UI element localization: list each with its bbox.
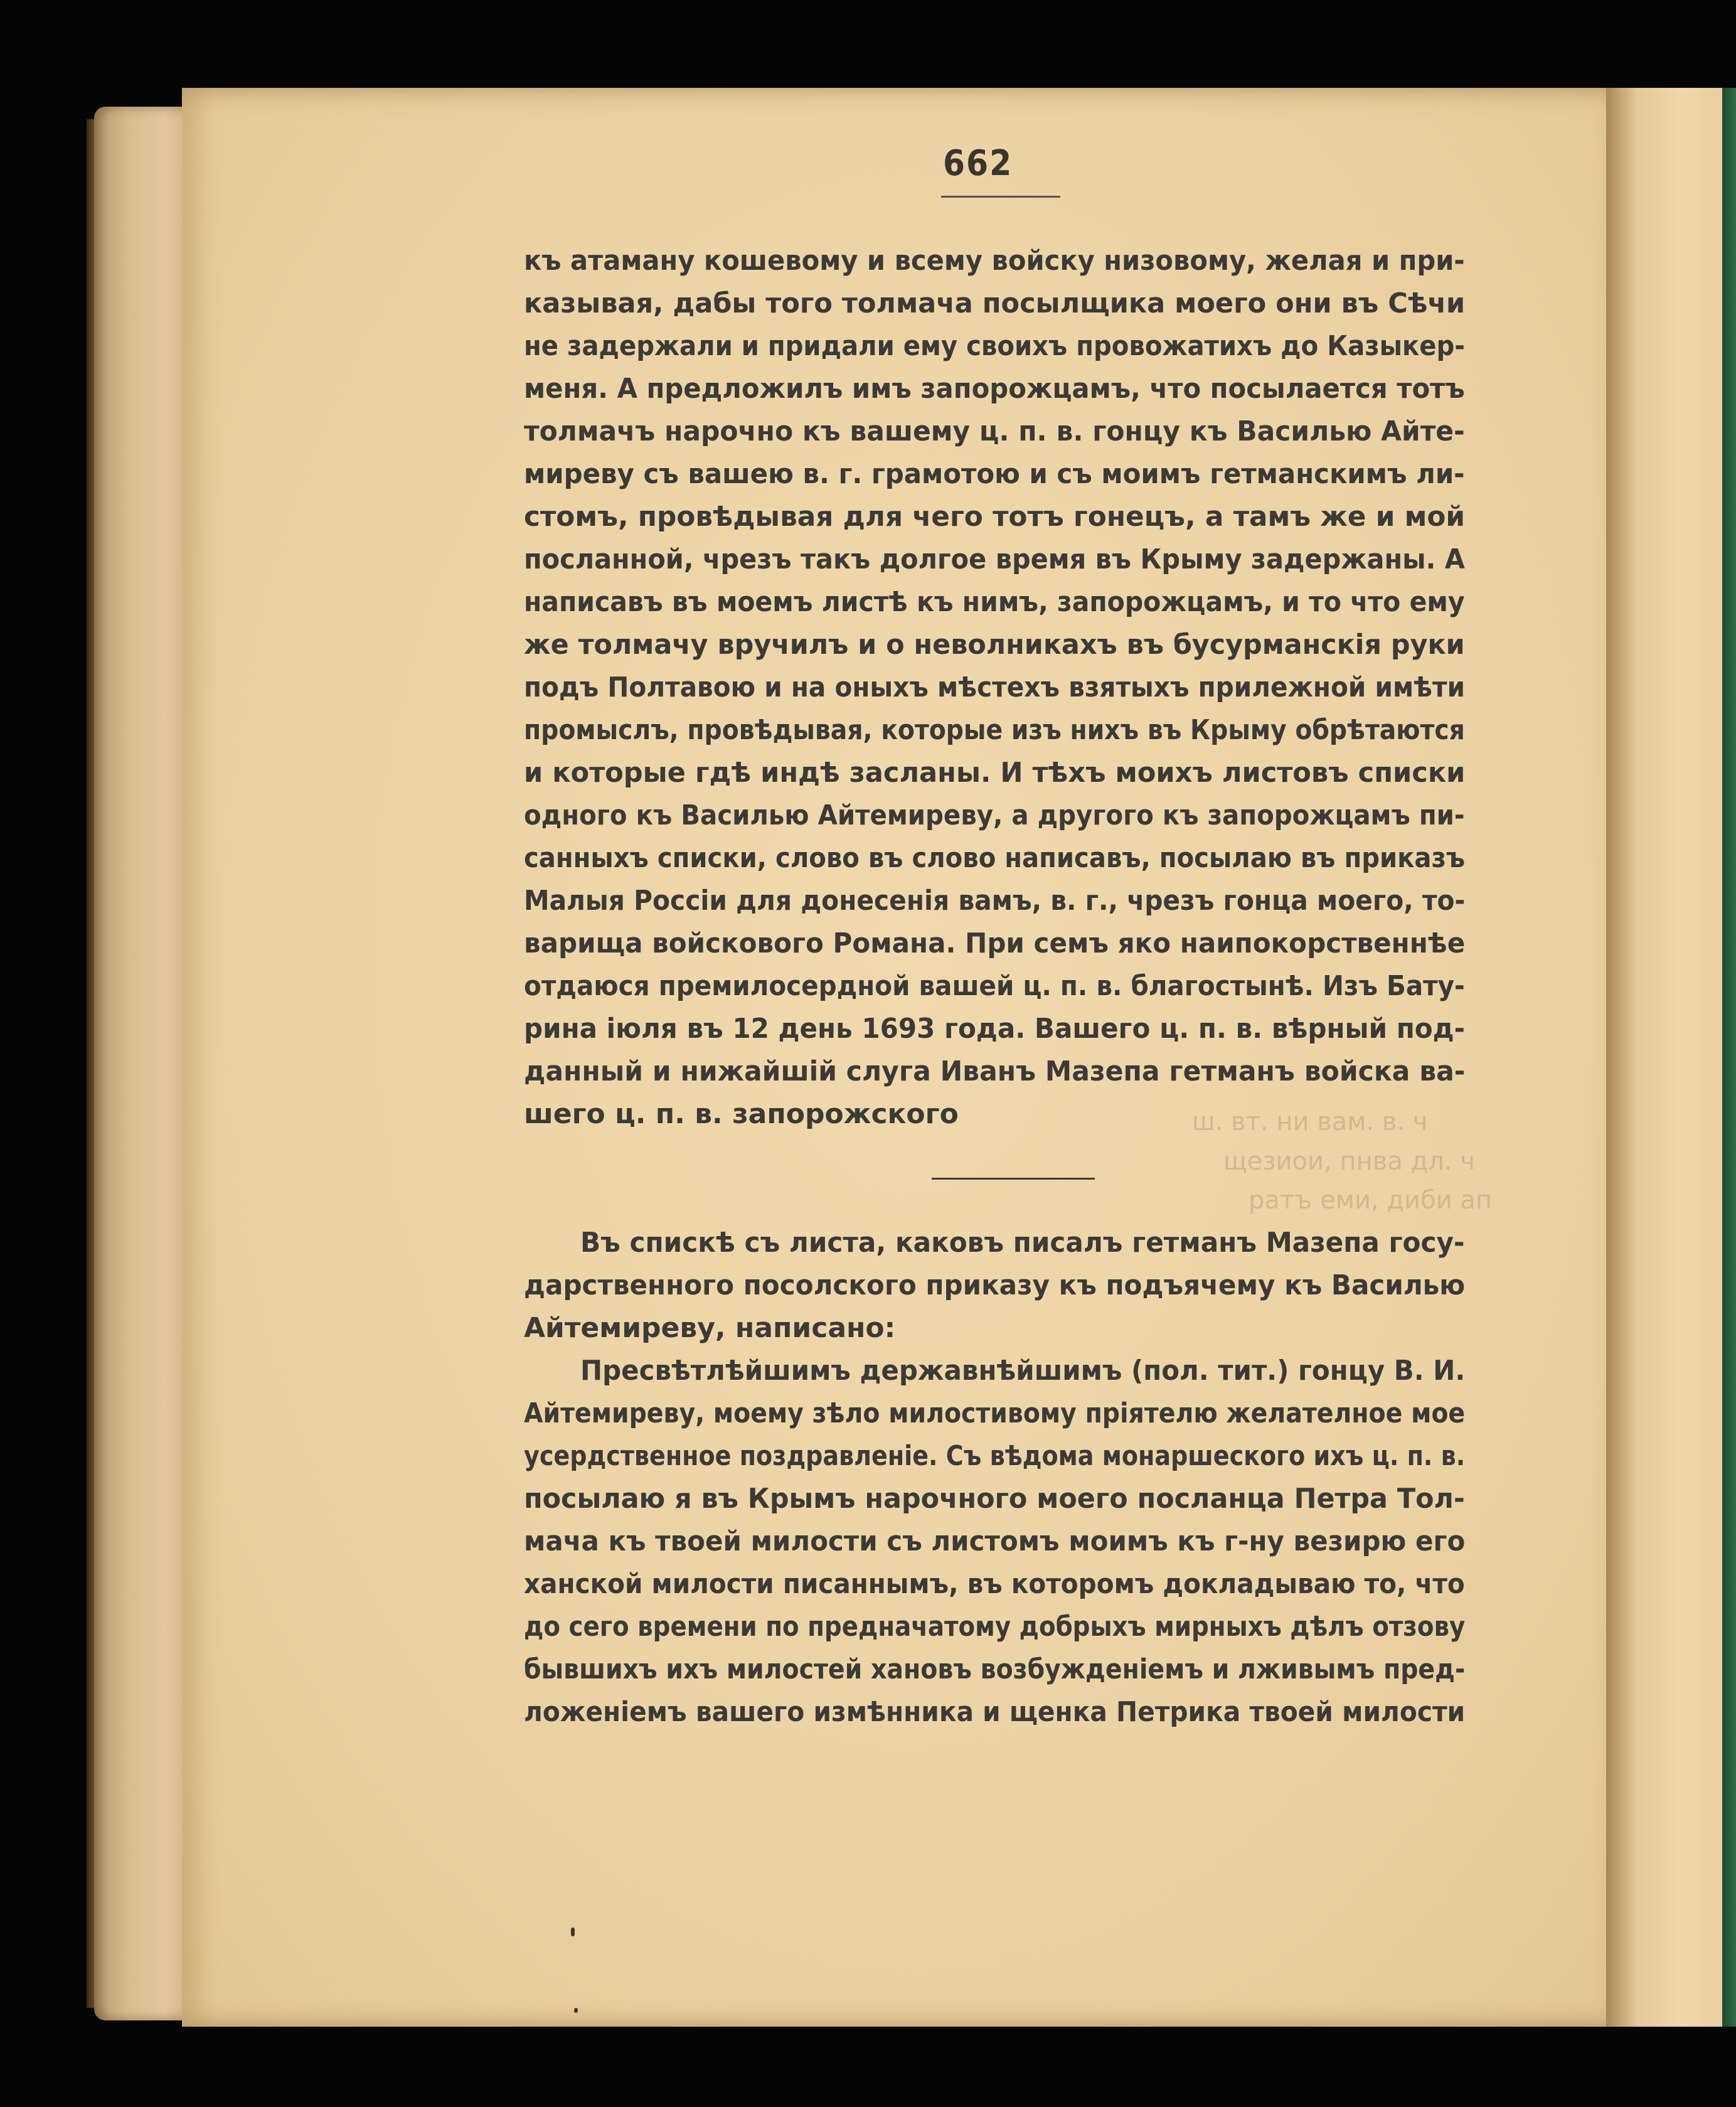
ink-speck [574,2008,578,2013]
text-line: усердственное поздравленіе. Съ вѣдома монаршеского ихъ ц. п. в. [524,1440,1466,1472]
text-line: и которые гдѣ индѣ засланы. И тѣхъ моихъ листовъ списки [524,757,1466,789]
section-divider [932,1178,1095,1180]
text-line: же толмачу вручилъ и о неволникахъ въ бусурманскія руки [524,629,1465,661]
text-line: толмачъ нарочно къ вашему ц. п. в. гонцу къ Василью Айте- [524,415,1465,447]
text-line: ханской милости писаннымъ, въ которомъ докладываю то, что [524,1568,1465,1600]
text-line: подъ Полтавою и на оныхъ мѣстехъ взятыхъ прилежной имѣти [524,671,1466,703]
text-line: дарственного посолского приказу къ подъячему къ Василью [524,1269,1466,1301]
text-line: къ атаману кошевому и всему войску низовому, желая и при- [524,245,1465,277]
text-line: посланной, чрезъ такъ долгое время въ Крыму задержаны. А [524,543,1465,575]
text-line: бывшихъ ихъ милостей хановъ возбужденіемъ и лживымъ пред- [524,1653,1466,1685]
text-line: посылаю я въ Крымъ нарочного моего посланца Петра Тол- [524,1483,1465,1515]
text-line: меня. А предложилъ имъ запорожцамъ, что посылается тотъ [524,373,1465,405]
text-line: Пресвѣтлѣйшимъ державнѣйшимъ (пол. тит.) гонцу В. И. [580,1355,1466,1387]
text-line: Въ спискѣ съ листа, каковъ писалъ гетманъ Мазепа госу- [580,1227,1465,1259]
ink-speck [571,1928,575,1936]
book-page-edges [94,107,194,2020]
text-line: мача къ твоей милости съ листомъ моимъ къ г-ну везирю его [524,1525,1466,1557]
text-line: варища войскового Романа. При семъ яко наипокорственнѣе [524,927,1466,959]
text-line: Айтемиреву, написано: [524,1312,896,1344]
page-number: 662 [943,143,1013,184]
text-line: отдаюся премилосердной вашей ц. п. в. благостынѣ. Изъ Бату- [524,970,1465,1002]
book-cover-right [1722,88,1736,2027]
show-through-text: ш. вт. ни вам. в. ч [1192,1107,1428,1136]
text-line: санныхъ списки, слово въ слово написавъ, посылаю въ приказъ [524,842,1466,874]
facing-page-edge [1606,88,1732,2027]
text-line: миреву съ вашею в. г. грамотою и съ моимъ гетманскимъ ли- [524,458,1465,490]
text-line: не задержали и придали ему своихъ провожатихъ до Казыкер- [524,330,1465,362]
text-line: данный и нижайшій слуга Иванъ Мазепа гетманъ войска ва- [524,1055,1466,1087]
page-number-underline [941,196,1060,198]
text-line: рина іюля въ 12 день 1693 года. Вашего ц. п. в. вѣрный под- [524,1013,1466,1045]
show-through-text: щезиои, пнва дл. ч [1223,1147,1475,1176]
text-line: до сего времени по предначатому добрыхъ мирныхъ дѣлъ отзову [524,1611,1466,1643]
text-line: Малыя Россіи для донесенія вамъ, в. г., чрезъ гонца моего, то- [524,885,1466,917]
text-line: казывая, дабы того толмача посылщика моего они въ Сѣчи [524,287,1466,319]
text-line: промыслъ, провѣдывая, которые изъ нихъ въ Крыму обрѣтаются [524,714,1465,746]
text-line: одного къ Василью Айтемиреву, а другого къ запорожцамъ пи- [524,799,1465,831]
text-line: шего ц. п. в. запорожского [524,1098,959,1130]
show-through-text: ратъ еми, диби ап [1249,1186,1493,1215]
text-line: написавъ въ моемъ листѣ къ нимъ, запорожцамъ, и то что ему [524,586,1465,618]
text-line: стомъ, провѣдывая для чего тотъ гонецъ, а тамъ же и мой [524,501,1466,533]
text-line: Айтемиреву, моему зѣло милостивому пріятелю желателное мое [524,1397,1466,1429]
text-line: ложеніемъ вашего измѣнника и щенка Петрика твоей милости [524,1696,1466,1728]
